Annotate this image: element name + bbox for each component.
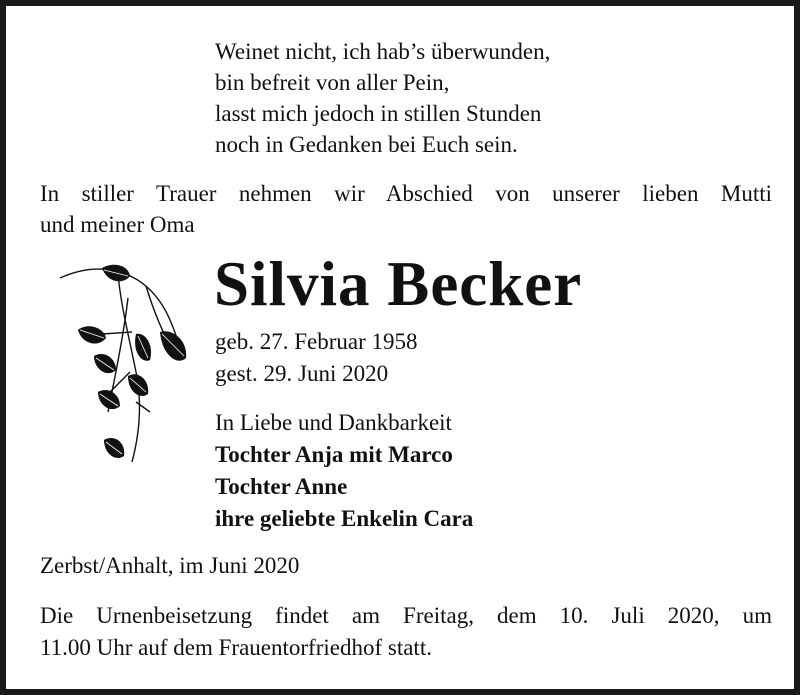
intro-line: und meiner Oma: [40, 212, 195, 237]
poem-line: Weinet nicht, ich hab’s überwunden,: [215, 39, 551, 64]
funeral-notice: [40, 600, 772, 664]
death-date: gest. 29. Juni 2020: [215, 361, 389, 386]
life-dates: [215, 326, 418, 390]
mourner-name: Tochter Anne: [215, 474, 348, 499]
poem-line: bin befreit von aller Pein,: [215, 70, 450, 95]
poem-line: noch in Gedanken bei Euch sein.: [215, 132, 518, 157]
funeral-line: Die Urnenbeisetzung findet am Freitag, dem 10. Juli 2020, um: [40, 603, 772, 628]
poem: [215, 36, 550, 160]
intro-line: In stiller Trauer nehmen wir Abschied von unserer lieben Mutti: [40, 181, 772, 206]
mourners: [215, 407, 473, 535]
birch-branch-icon: [58, 262, 194, 470]
birth-date: geb. 27. Februar 1958: [215, 329, 418, 354]
mourner-name: Tochter Anja mit Marco: [215, 442, 453, 467]
place-date: Zerbst/Anhalt, im Juni 2020: [40, 553, 300, 578]
mourner-name: ihre geliebte Enkelin Cara: [215, 506, 474, 531]
poem-line: lasst mich jedoch in stillen Stunden: [215, 101, 542, 126]
deceased-name: Silvia Becker: [214, 249, 583, 319]
intro-text: [40, 178, 772, 240]
mourners-intro: In Liebe und Dankbarkeit: [215, 410, 452, 435]
funeral-line: 11.00 Uhr auf dem Frauentorfriedhof statt.: [40, 635, 432, 660]
